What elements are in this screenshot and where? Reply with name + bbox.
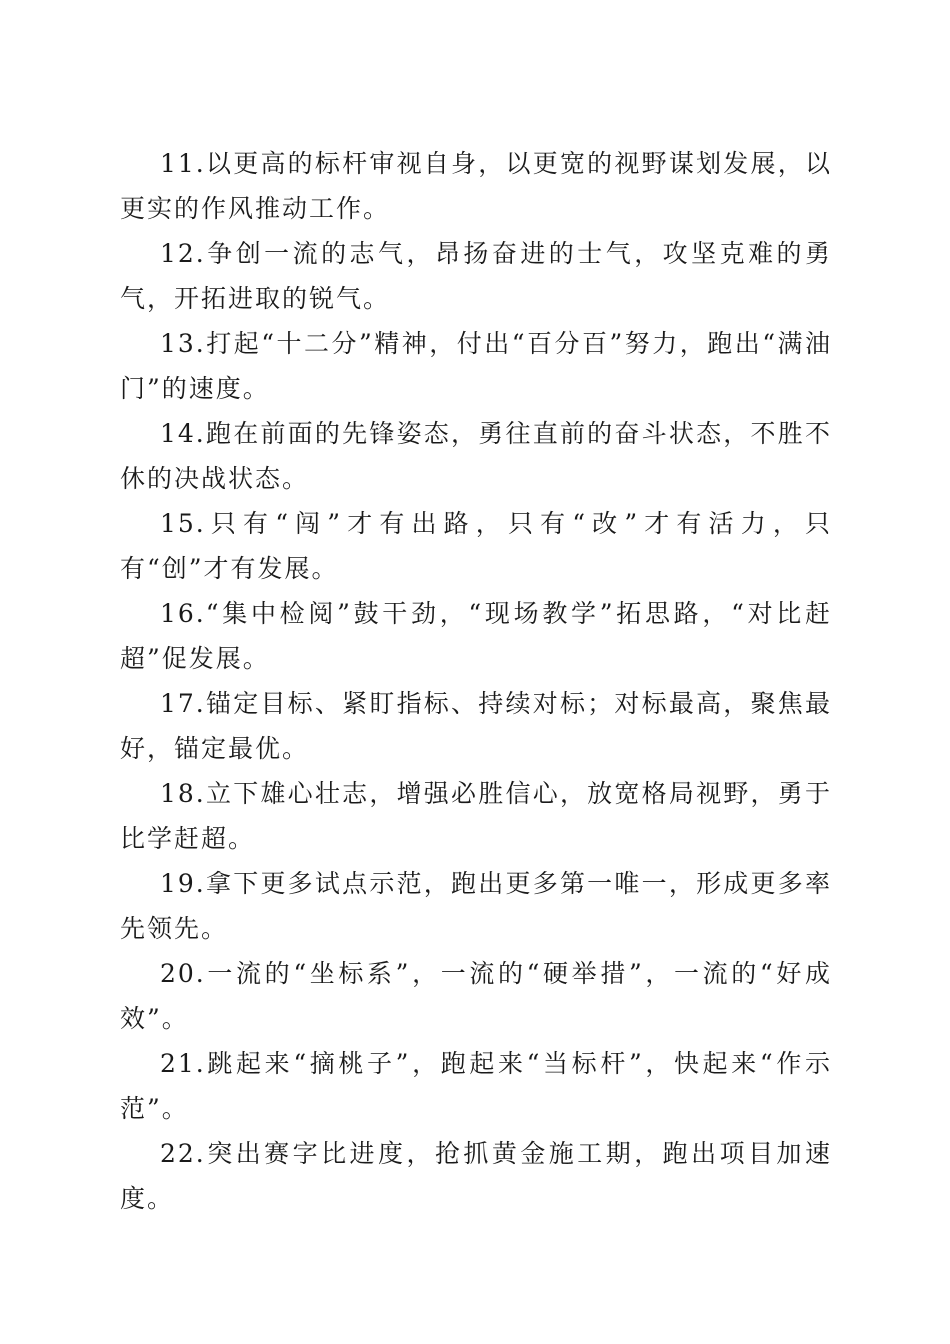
list-item: 20.一流的“坐标系”，一流的“硬举措”，一流的“好成效”。: [120, 959, 832, 1033]
document-body: [120, 141, 832, 1221]
list-item: 17.锚定目标、紧盯指标、持续对标；对标最高，聚焦最好，锚定最优。: [120, 689, 832, 763]
list-item: 11.以更高的标杆审视自身，以更宽的视野谋划发展，以更实的作风推动工作。: [120, 149, 832, 223]
list-item: 13.打起“十二分”精神，付出“百分百”努力，跑出“满油门”的速度。: [120, 329, 832, 403]
list-item: 22.突出赛字比进度，抢抓黄金施工期，跑出项目加速度。: [120, 1139, 832, 1213]
list-item: 16.“集中检阅”鼓干劲，“现场教学”拓思路，“对比赶超”促发展。: [120, 599, 832, 673]
list-item: 14.跑在前面的先锋姿态，勇往直前的奋斗状态，不胜不休的决战状态。: [120, 419, 832, 493]
list-item: 21.跳起来“摘桃子”，跑起来“当标杆”，快起来“作示范”。: [120, 1049, 832, 1123]
list-item: 19.拿下更多试点示范，跑出更多第一唯一，形成更多率先领先。: [120, 869, 832, 943]
list-item: 18.立下雄心壮志，增强必胜信心，放宽格局视野，勇于比学赶超。: [120, 779, 832, 853]
list-item: 15.只有“闯”才有出路，只有“改”才有活力，只有“创”才有发展。: [120, 509, 832, 583]
list-item: 12.争创一流的志气，昂扬奋进的士气，攻坚克难的勇气，开拓进取的锐气。: [120, 239, 832, 313]
